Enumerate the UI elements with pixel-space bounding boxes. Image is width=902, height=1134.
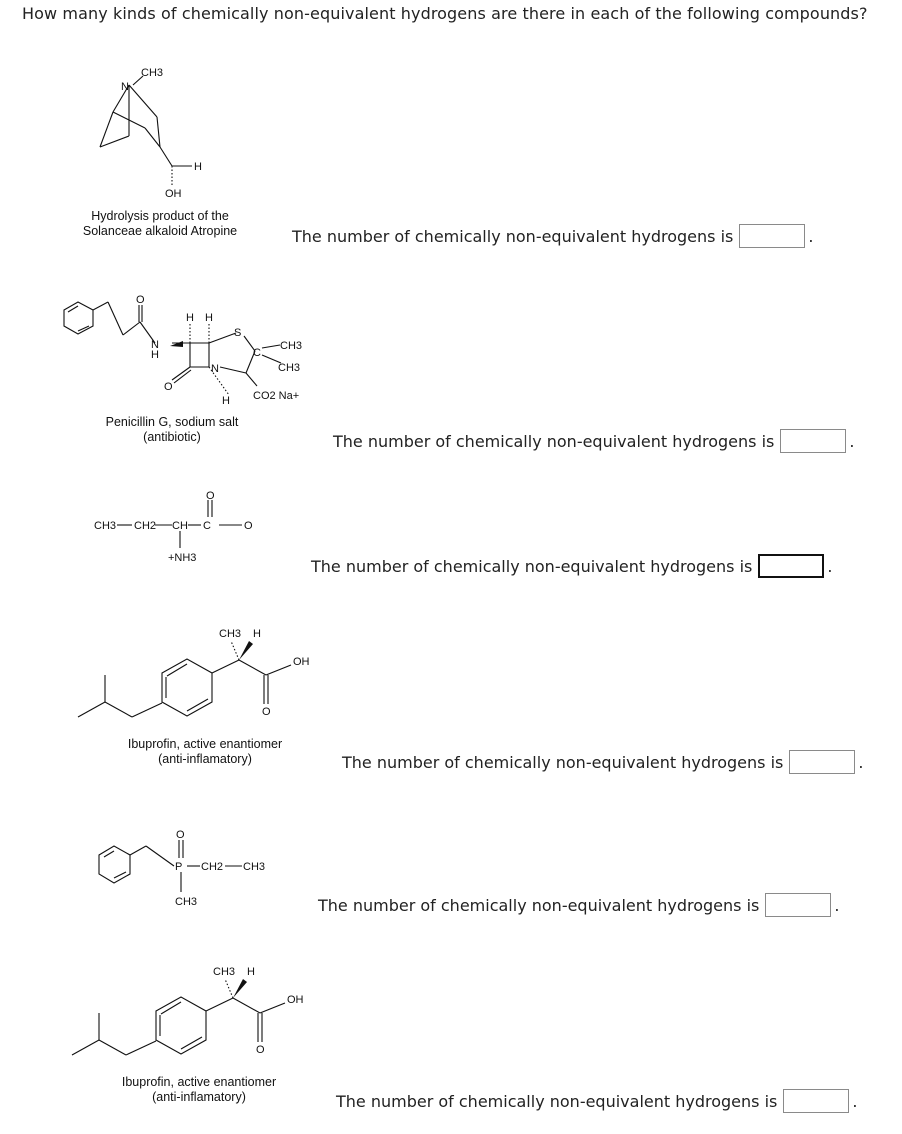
caption-line-1: Ibuprofin, active enantiomer [121,1075,277,1089]
answer-row-3 [311,554,832,578]
penicillin-o-label-2: O [164,381,173,393]
answer-input-1[interactable] [739,224,805,248]
tropine-ch3-label: CH3 [141,67,164,79]
penicillin-caption [84,415,260,445]
answer-input-5[interactable] [765,893,831,917]
ibuprofen-oh-label: OH [293,656,310,668]
penicillin-co2na-label: CO2 Na+ [253,390,300,402]
answer-prompt: The number of chemically non-equivalent hydrogens is [333,431,775,451]
phosphonium-ch2-label: CH2 [201,861,224,873]
penicillin-h-label-3: H [222,395,230,407]
tropine-bonds [100,76,192,186]
tropine-h-label: H [194,161,202,173]
penicillin-nh-h-label: H [151,349,159,361]
butanoate-ch3-label: CH3 [94,520,117,532]
ibuprofen-caption-2 [107,1075,291,1105]
butanoate-nh3-label: +NH3 [168,552,197,564]
wedge-bond [233,979,247,998]
butanoate-o-label-2: O [244,520,253,532]
phosphonium-bonds [99,840,242,892]
penicillin-ch3-label-1: CH3 [280,340,303,352]
answer-row-6 [336,1089,857,1113]
caption-line-2: (anti-inflamatory) [152,1090,246,1104]
period: . [849,431,855,451]
wedge-bond [170,341,183,347]
period: . [852,1091,858,1111]
tropine-caption [72,209,248,239]
answer-input-2[interactable] [780,429,846,453]
period: . [827,556,833,576]
answer-prompt: The number of chemically non-equivalent hydrogens is [311,556,753,576]
penicillin-bonds [64,302,281,395]
ibuprofen-o-label: O [262,706,271,718]
answer-row-2 [333,429,854,453]
penicillin-nh-label: N [151,339,159,351]
ibuprofen-o-label: O [256,1044,265,1056]
answer-input-6[interactable] [783,1089,849,1113]
tropine-oh-label: OH [165,188,182,200]
answer-row-1 [292,224,813,248]
butanoate-ch-label: CH [172,520,188,532]
ibuprofen-ch3-label: CH3 [213,966,236,978]
ibuprofen-bonds [78,641,291,717]
tropine-n-label: N [121,81,129,93]
answer-row-4 [342,750,863,774]
caption-line-1: Penicillin G, sodium salt [105,415,239,429]
ibuprofen-oh-label: OH [287,994,304,1006]
answer-input-4[interactable] [789,750,855,774]
ibuprofen-caption-1 [113,737,297,767]
answer-input-3[interactable] [758,554,824,578]
phosphonium-ch3-label-2: CH3 [175,896,198,908]
caption-line-1: Hydrolysis product of the [91,209,229,223]
penicillin-h-label-1: H [186,312,194,324]
period: . [808,226,814,246]
ibuprofen-h-label: H [253,628,261,640]
question-text: How many kinds of chemically non-equivalent hydrogens are there in each of the following compounds? [22,4,868,23]
penicillin-ch3-label-2: CH3 [278,362,301,374]
answer-row-5 [318,893,839,917]
aminobutanoate-bonds [117,500,242,548]
butanoate-ch2-label: CH2 [134,520,157,532]
answer-prompt: The number of chemically non-equivalent hydrogens is [292,226,734,246]
caption-line-2: (antibiotic) [143,430,201,444]
period: . [834,895,840,915]
butanoate-o-label-1: O [206,490,215,502]
penicillin-n-label: N [211,363,219,375]
ibuprofen-h-label: H [247,966,255,978]
phosphonium-ch3-label-1: CH3 [243,861,266,873]
caption-line-2: Solanceae alkaloid Atropine [82,224,238,238]
answer-prompt: The number of chemically non-equivalent hydrogens is [336,1091,778,1111]
penicillin-o-label-1: O [136,294,145,306]
ibuprofen-ch3-label: CH3 [219,628,242,640]
answer-prompt: The number of chemically non-equivalent hydrogens is [318,895,760,915]
phosphonium-p-label: P [175,861,183,873]
answer-prompt: The number of chemically non-equivalent hydrogens is [342,752,784,772]
period: . [858,752,864,772]
penicillin-h-label-2: H [205,312,213,324]
penicillin-c-label: C [253,347,261,359]
penicillin-s-label: S [234,327,242,339]
wedge-bond [239,641,253,660]
butanoate-c-label: C [203,520,211,532]
phosphonium-o-label: O [176,829,185,841]
caption-line-1: Ibuprofin, active enantiomer [127,737,283,751]
ibuprofen-bonds [72,966,304,1056]
caption-line-2: (anti-inflamatory) [158,752,252,766]
